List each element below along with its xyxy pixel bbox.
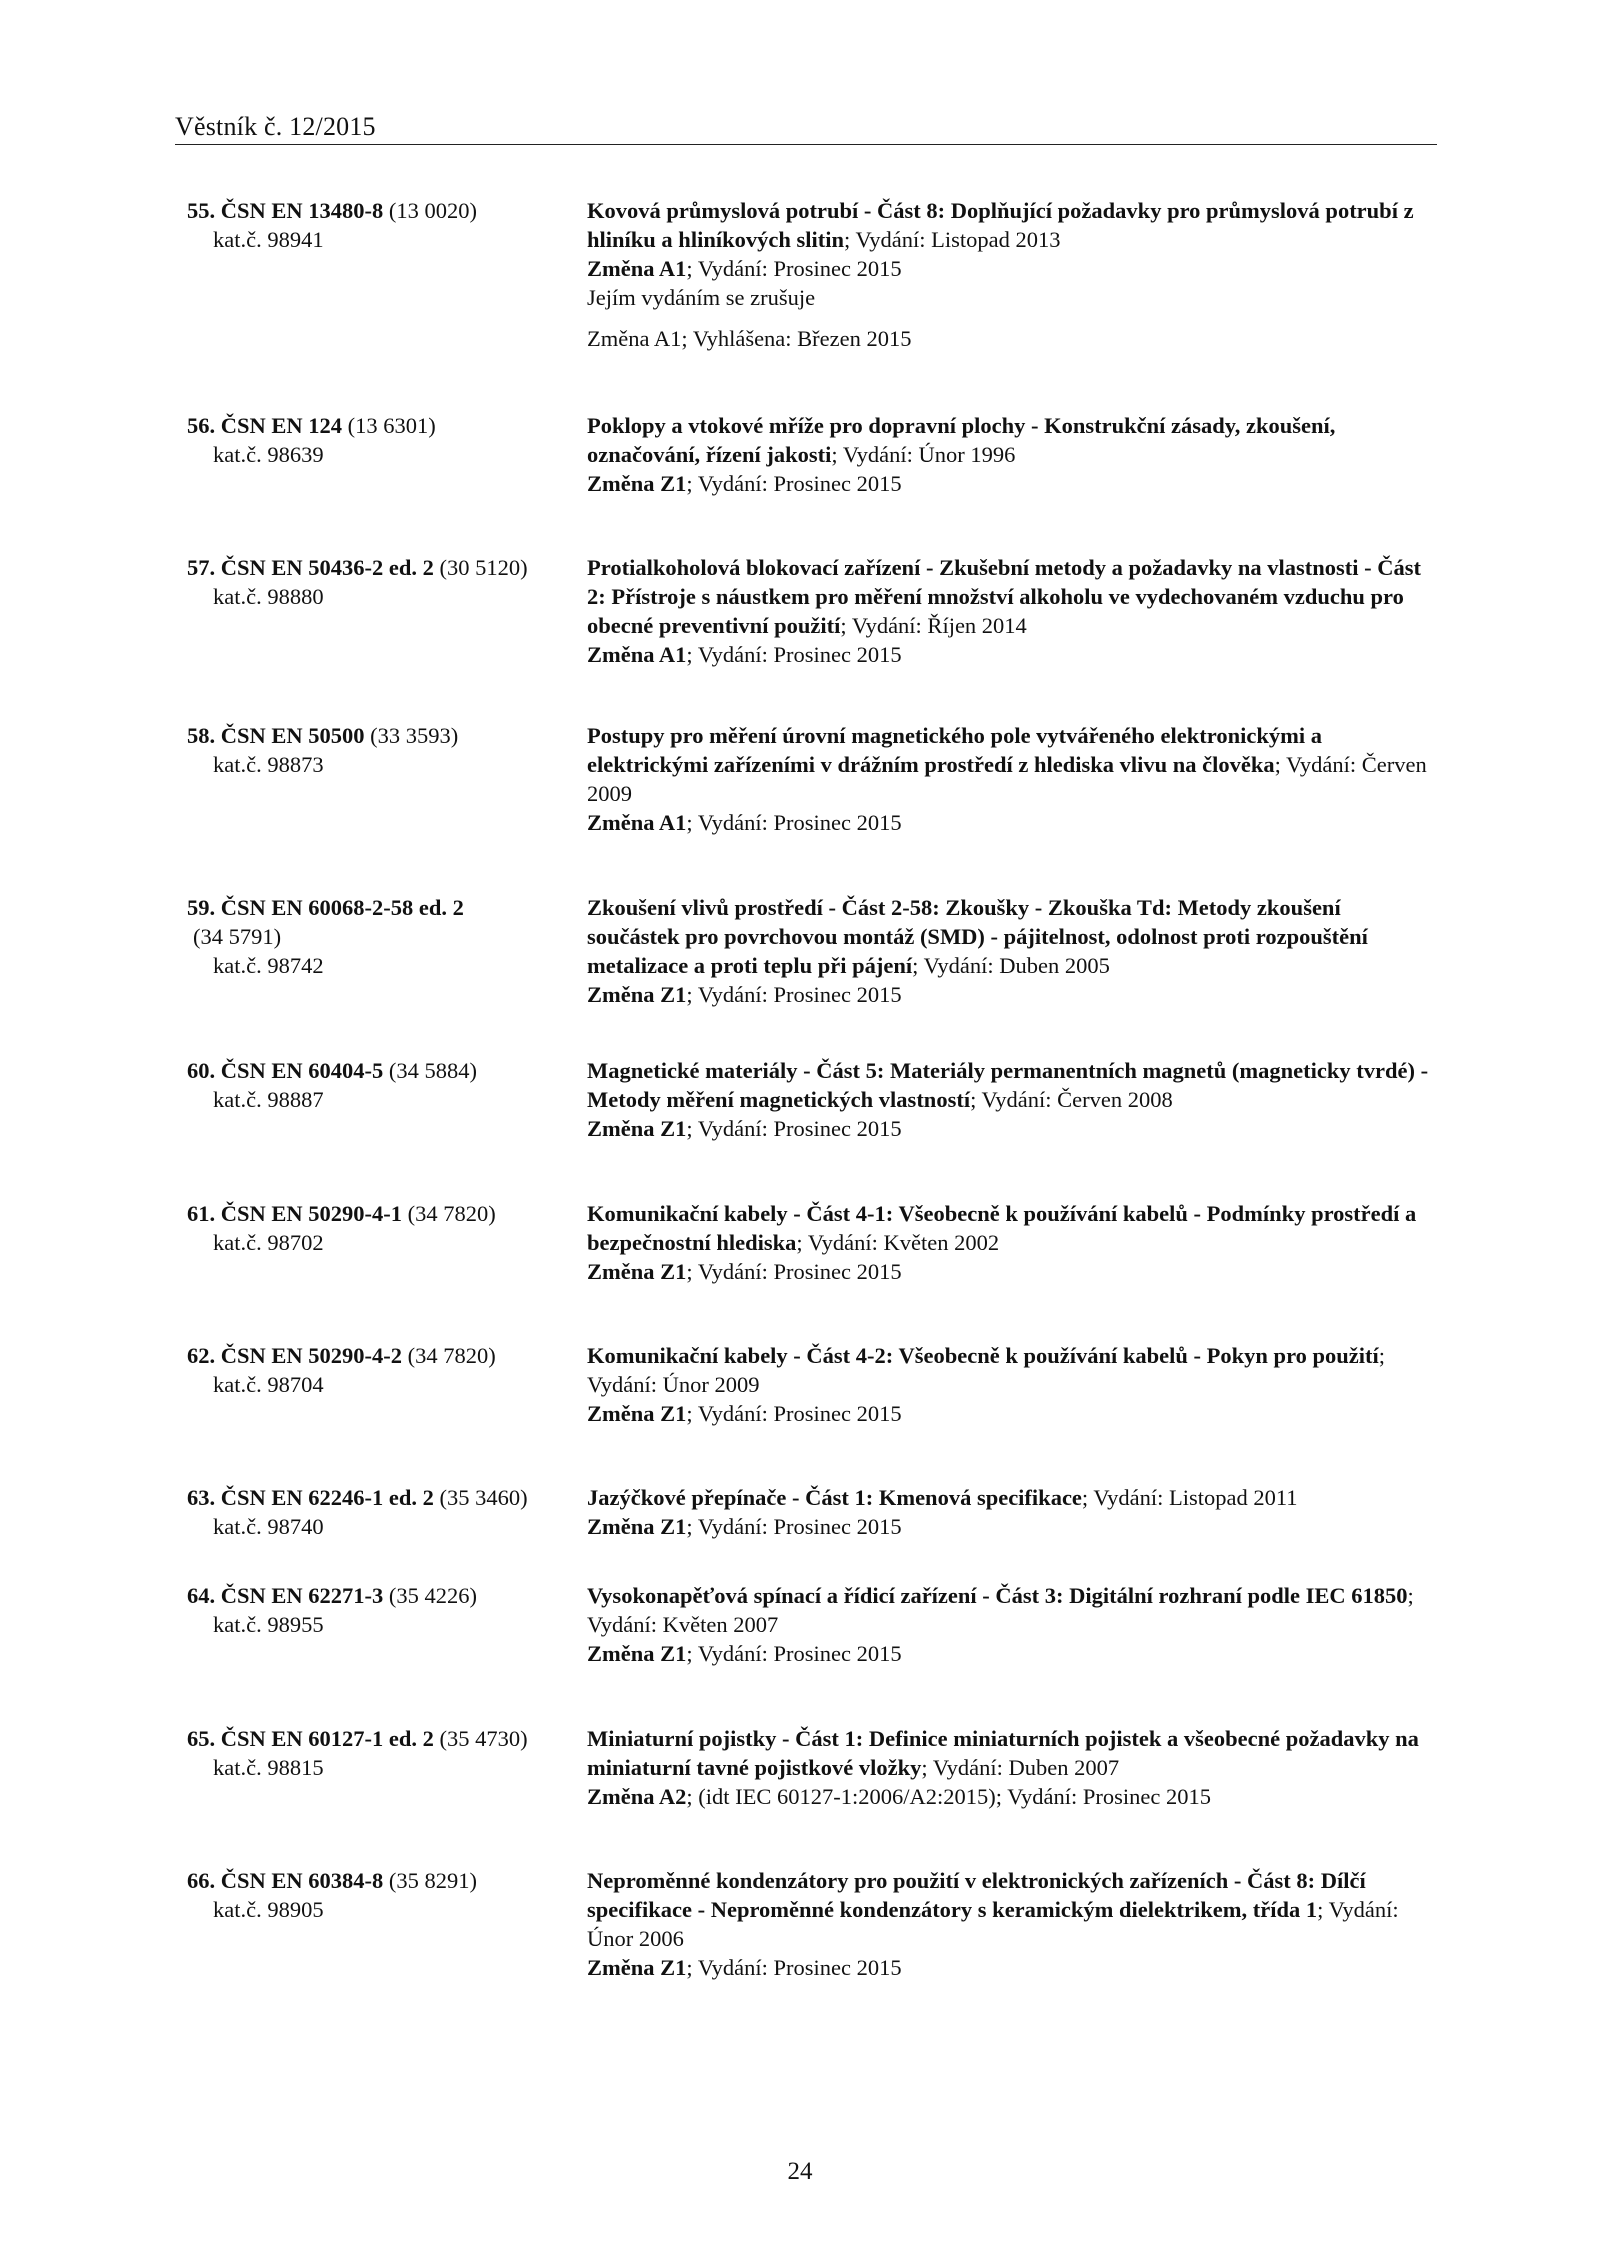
change-label: Změna Z1 [587,1116,687,1141]
standard-code-line [187,196,587,225]
change-issue-date: ; Vydání: Prosinec 2015 [686,471,902,496]
standard-description [587,1581,1437,1668]
classification-code: (34 7820) [407,1343,496,1368]
change-issue-date: ; Vydání: Prosinec 2015 [686,1401,902,1426]
title-line [587,553,1437,640]
change-line [587,980,1437,1009]
change-label: Změna Z1 [587,1641,687,1666]
change-issue-date: ; Vydání: Prosinec 2015 [686,1116,902,1141]
title-line [587,893,1437,980]
change-line [587,1399,1437,1428]
standard-code: ČSN EN 60404-5 [220,1058,384,1083]
standard-description [587,1483,1437,1541]
standard-entry [187,553,1437,669]
change-label: Změna A1 [587,642,687,667]
standard-code: ČSN EN 50290-4-1 [220,1201,403,1226]
classification-code: (35 4730) [439,1726,528,1751]
standard-entry [187,1483,1437,1541]
change-line [587,1512,1437,1541]
standard-code-line [187,553,587,582]
catalog-number-line [187,1895,587,1924]
standard-code: ČSN EN 62246-1 ed. 2 [220,1485,434,1510]
standard-code: ČSN EN 60127-1 ed. 2 [220,1726,434,1751]
standard-code: ČSN EN 13480-8 [220,198,384,223]
standard-title: Komunikační kabely - Část 4-2: Všeobecně k používání kabelů - Pokyn pro použití [587,1343,1379,1368]
standard-title: Zkoušení vlivů prostředí - Část 2-58: Zkoušky - Zkouška Td: Metody zkoušení součástek pro povrchovou montáž (SMD) - pájitelnost, odolnost proti rozpouštění metalizace a proti teplu při pájení [587,895,1368,978]
title-line [587,721,1437,808]
standard-id [187,1199,587,1286]
catalog-number-line [187,1610,587,1639]
change-label: Změna Z1 [587,1514,687,1539]
issue-date: ; Vydání: Únor 2009 [587,1343,1386,1397]
standard-description [587,1866,1437,1982]
entry-number: 55. [187,198,216,223]
change-label: Změna Z1 [587,1955,687,1980]
standard-description [587,721,1437,837]
entry-number: 63. [187,1485,216,1510]
standard-description [587,1724,1437,1811]
standard-code-line [187,1581,587,1610]
change-line [587,1639,1437,1668]
catalog-number: kat.č. 98941 [213,227,324,252]
catalog-number-line [187,1753,587,1782]
change-line [587,1953,1437,1982]
catalog-number-line [187,1085,587,1114]
change-line [587,808,1437,837]
catalog-number-line [187,225,587,254]
change-issue-date: ; Vydání: Prosinec 2015 [686,1955,902,1980]
entry-number: 62. [187,1343,216,1368]
catalog-number-line [187,1228,587,1257]
classification-code: (34 5791) [193,924,282,949]
entry-number: 59. [187,895,216,920]
title-line [587,196,1437,254]
issue-date: ; Vydání: Duben 2005 [912,953,1110,978]
standard-code-line [187,1341,587,1370]
change-issue-date: ; Vydání: Prosinec 2015 [686,810,902,835]
standard-description [587,893,1437,1009]
classification-code: (35 4226) [388,1583,478,1608]
issue-date: ; Vydání: Květen 2002 [796,1230,1000,1255]
standard-id [187,1341,587,1428]
standard-code-line [187,1724,587,1753]
standard-id [187,1724,587,1811]
catalog-number: kat.č. 98873 [213,752,324,777]
standard-code-line [187,1056,587,1085]
standard-title: Kovová průmyslová potrubí - Část 8: Doplňující požadavky pro průmyslová potrubí z hliníku a hliníkových slitin [587,198,1414,252]
change-line [587,1782,1437,1811]
standard-code-line [187,893,587,922]
standard-entry [187,196,1437,353]
standard-description [587,196,1437,353]
standard-entry [187,1199,1437,1286]
standard-description [587,1199,1437,1286]
standard-code: ČSN EN 62271-3 [220,1583,384,1608]
change-issue-date: ; Vydání: Prosinec 2015 [686,1259,902,1284]
change-label: Změna Z1 [587,982,687,1007]
entry-number: 56. [187,413,216,438]
replacement-note: Jejím vydáním se zrušuje [587,285,816,310]
standard-entry [187,1581,1437,1668]
catalog-number: kat.č. 98815 [213,1755,324,1780]
catalog-number-line [187,1512,587,1541]
classification-code: (34 7820) [407,1201,496,1226]
change-label: Změna Z1 [587,1259,687,1284]
issue-date: ; Vydání: Listopad 2013 [844,227,1061,252]
title-line [587,1866,1437,1953]
classification-code: (13 6301) [347,413,436,438]
change-issue-date: ; Vydání: Prosinec 2015 [686,1641,902,1666]
standard-code: ČSN EN 50500 [220,723,365,748]
standard-code-line [187,1199,587,1228]
entry-number: 58. [187,723,216,748]
standard-id [187,196,587,353]
standard-code-line [187,1483,587,1512]
standard-description [587,1056,1437,1143]
standard-title: Komunikační kabely - Část 4-1: Všeobecně k používání kabelů - Podmínky prostředí a bezpečnostní hlediska [587,1201,1417,1255]
standard-description [587,553,1437,669]
standard-code-line [187,721,587,750]
page-header-title: Věstník č. 12/2015 [175,112,376,141]
standard-entry [187,411,1437,498]
catalog-number: kat.č. 98704 [213,1372,324,1397]
entry-number: 64. [187,1583,216,1608]
standard-entry [187,721,1437,837]
catalog-number-line [187,1370,587,1399]
catalog-number-line [187,582,587,611]
change-label: Změna A1 [587,810,687,835]
standard-title: Poklopy a vtokové mříže pro dopravní plochy - Konstrukční zásady, zkoušení, označování, řízení jakosti [587,413,1336,467]
standard-code: ČSN EN 50436-2 ed. 2 [220,555,434,580]
entry-number: 66. [187,1868,216,1893]
title-line [587,1341,1437,1399]
classification-code: (33 3593) [370,723,459,748]
change-line [587,640,1437,669]
catalog-number: kat.č. 98955 [213,1612,324,1637]
standard-id [187,1581,587,1668]
title-line [587,1199,1437,1257]
title-line [587,1581,1437,1639]
title-line [587,411,1437,469]
change-line [587,254,1437,283]
change-line [587,469,1437,498]
catalog-number: kat.č. 98905 [213,1897,324,1922]
standard-description [587,1341,1437,1428]
issue-date: ; Vydání: Květen 2007 [587,1583,1414,1637]
standard-entry [187,893,1437,1009]
entry-number: 61. [187,1201,216,1226]
issue-date: ; Vydání: Červen 2009 [587,752,1427,806]
standard-id [187,1056,587,1143]
standard-code: ČSN EN 50290-4-2 [220,1343,403,1368]
standard-id [187,893,587,1009]
standard-id [187,411,587,498]
replaced-change: Změna A1; Vyhlášena: Březen 2015 [587,326,912,351]
change-label: Změna A1 [587,256,687,281]
issue-date: ; Vydání: Červen 2008 [970,1087,1173,1112]
entry-number: 57. [187,555,216,580]
standard-title: Postupy pro měření úrovní magnetického pole vytvářeného elektronickými a elektrickými zařízeními v drážním prostředí z hlediska vlivu na člověka [587,723,1322,777]
standard-code-line [187,411,587,440]
title-line [587,1724,1437,1782]
page-header [175,112,1437,145]
note-gap [587,312,1437,324]
catalog-number: kat.č. 98702 [213,1230,324,1255]
catalog-number: kat.č. 98887 [213,1087,324,1112]
catalog-number-line [187,951,587,980]
standard-id [187,1483,587,1541]
catalog-number-line [187,440,587,469]
issue-date: ; Vydání: Listopad 2011 [1081,1485,1298,1510]
standard-title: Protialkoholová blokovací zařízení - Zkušební metody a požadavky na vlastnosti - Část 2: Přístroje s náustkem pro měření množství alkoholu ve vydechovaném vzduchu pro obecné preventivní použití [587,555,1422,638]
change-label: Změna Z1 [587,471,687,496]
change-issue-date: ; Vydání: Prosinec 2015 [686,982,902,1007]
page-number: 24 [787,2158,813,2185]
catalog-number: kat.č. 98740 [213,1514,324,1539]
change-issue-date: ; Vydání: Prosinec 2015 [995,1784,1211,1809]
standard-description [587,411,1437,498]
classification-code: (13 0020) [388,198,478,223]
standard-title: Vysokonapěťová spínací a řídicí zařízení - Část 3: Digitální rozhraní podle IEC 61850 [587,1583,1408,1608]
title-line [587,1056,1437,1114]
standard-entry [187,1866,1437,1982]
standard-entry [187,1056,1437,1143]
classification-code: (30 5120) [439,555,528,580]
standard-code: ČSN EN 124 [220,413,343,438]
standard-entry [187,1341,1437,1428]
entry-number: 65. [187,1726,216,1751]
change-issue-date: ; Vydání: Prosinec 2015 [686,642,902,667]
issue-date: ; Vydání: Únor 1996 [831,442,1016,467]
classification-code: (35 8291) [388,1868,478,1893]
change-line [587,1257,1437,1286]
standard-id [187,721,587,837]
standard-entry [187,1724,1437,1811]
standard-title: Miniaturní pojistky - Část 1: Definice miniaturních pojistek a všeobecné požadavky na miniaturní tavné pojistkové vložky [587,1726,1419,1780]
standard-code: ČSN EN 60384-8 [220,1868,384,1893]
change-label: Změna A2 [587,1784,687,1809]
standard-code: ČSN EN 60068-2-58 ed. 2 [220,895,464,920]
issue-date: ; Vydání: Únor 2006 [587,1897,1399,1951]
standard-code-line [187,1866,587,1895]
issue-date: ; Vydání: Říjen 2014 [840,613,1027,638]
standard-title: Jazýčkové přepínače - Část 1: Kmenová specifikace [587,1485,1082,1510]
classification-code: (35 3460) [439,1485,528,1510]
catalog-number: kat.č. 98639 [213,442,324,467]
catalog-number: kat.č. 98742 [213,953,324,978]
change-detail: ; (idt IEC 60127-1:2006/A2:2015) [686,1784,996,1809]
change-issue-date: ; Vydání: Prosinec 2015 [686,1514,902,1539]
change-label: Změna Z1 [587,1401,687,1426]
classification-code: (34 5884) [388,1058,478,1083]
standard-id [187,1866,587,1982]
catalog-number-line [187,750,587,779]
entry-number: 60. [187,1058,216,1083]
change-issue-date: ; Vydání: Prosinec 2015 [686,256,902,281]
classification-line [187,922,587,951]
title-line [587,1483,1437,1512]
issue-date: ; Vydání: Duben 2007 [921,1755,1120,1780]
change-line [587,1114,1437,1143]
standard-title: Neproměnné kondenzátory pro použití v elektronických zařízeních - Část 8: Dílčí specifikace - Neproměnné kondenzátory s keramickým dielektrikem, třída 1 [587,1868,1366,1922]
standard-title: Magnetické materiály - Část 5: Materiály permanentních magnetů (magneticky tvrdé) - Metody měření magnetických vlastností [587,1058,1429,1112]
standard-id [187,553,587,669]
catalog-number: kat.č. 98880 [213,584,324,609]
